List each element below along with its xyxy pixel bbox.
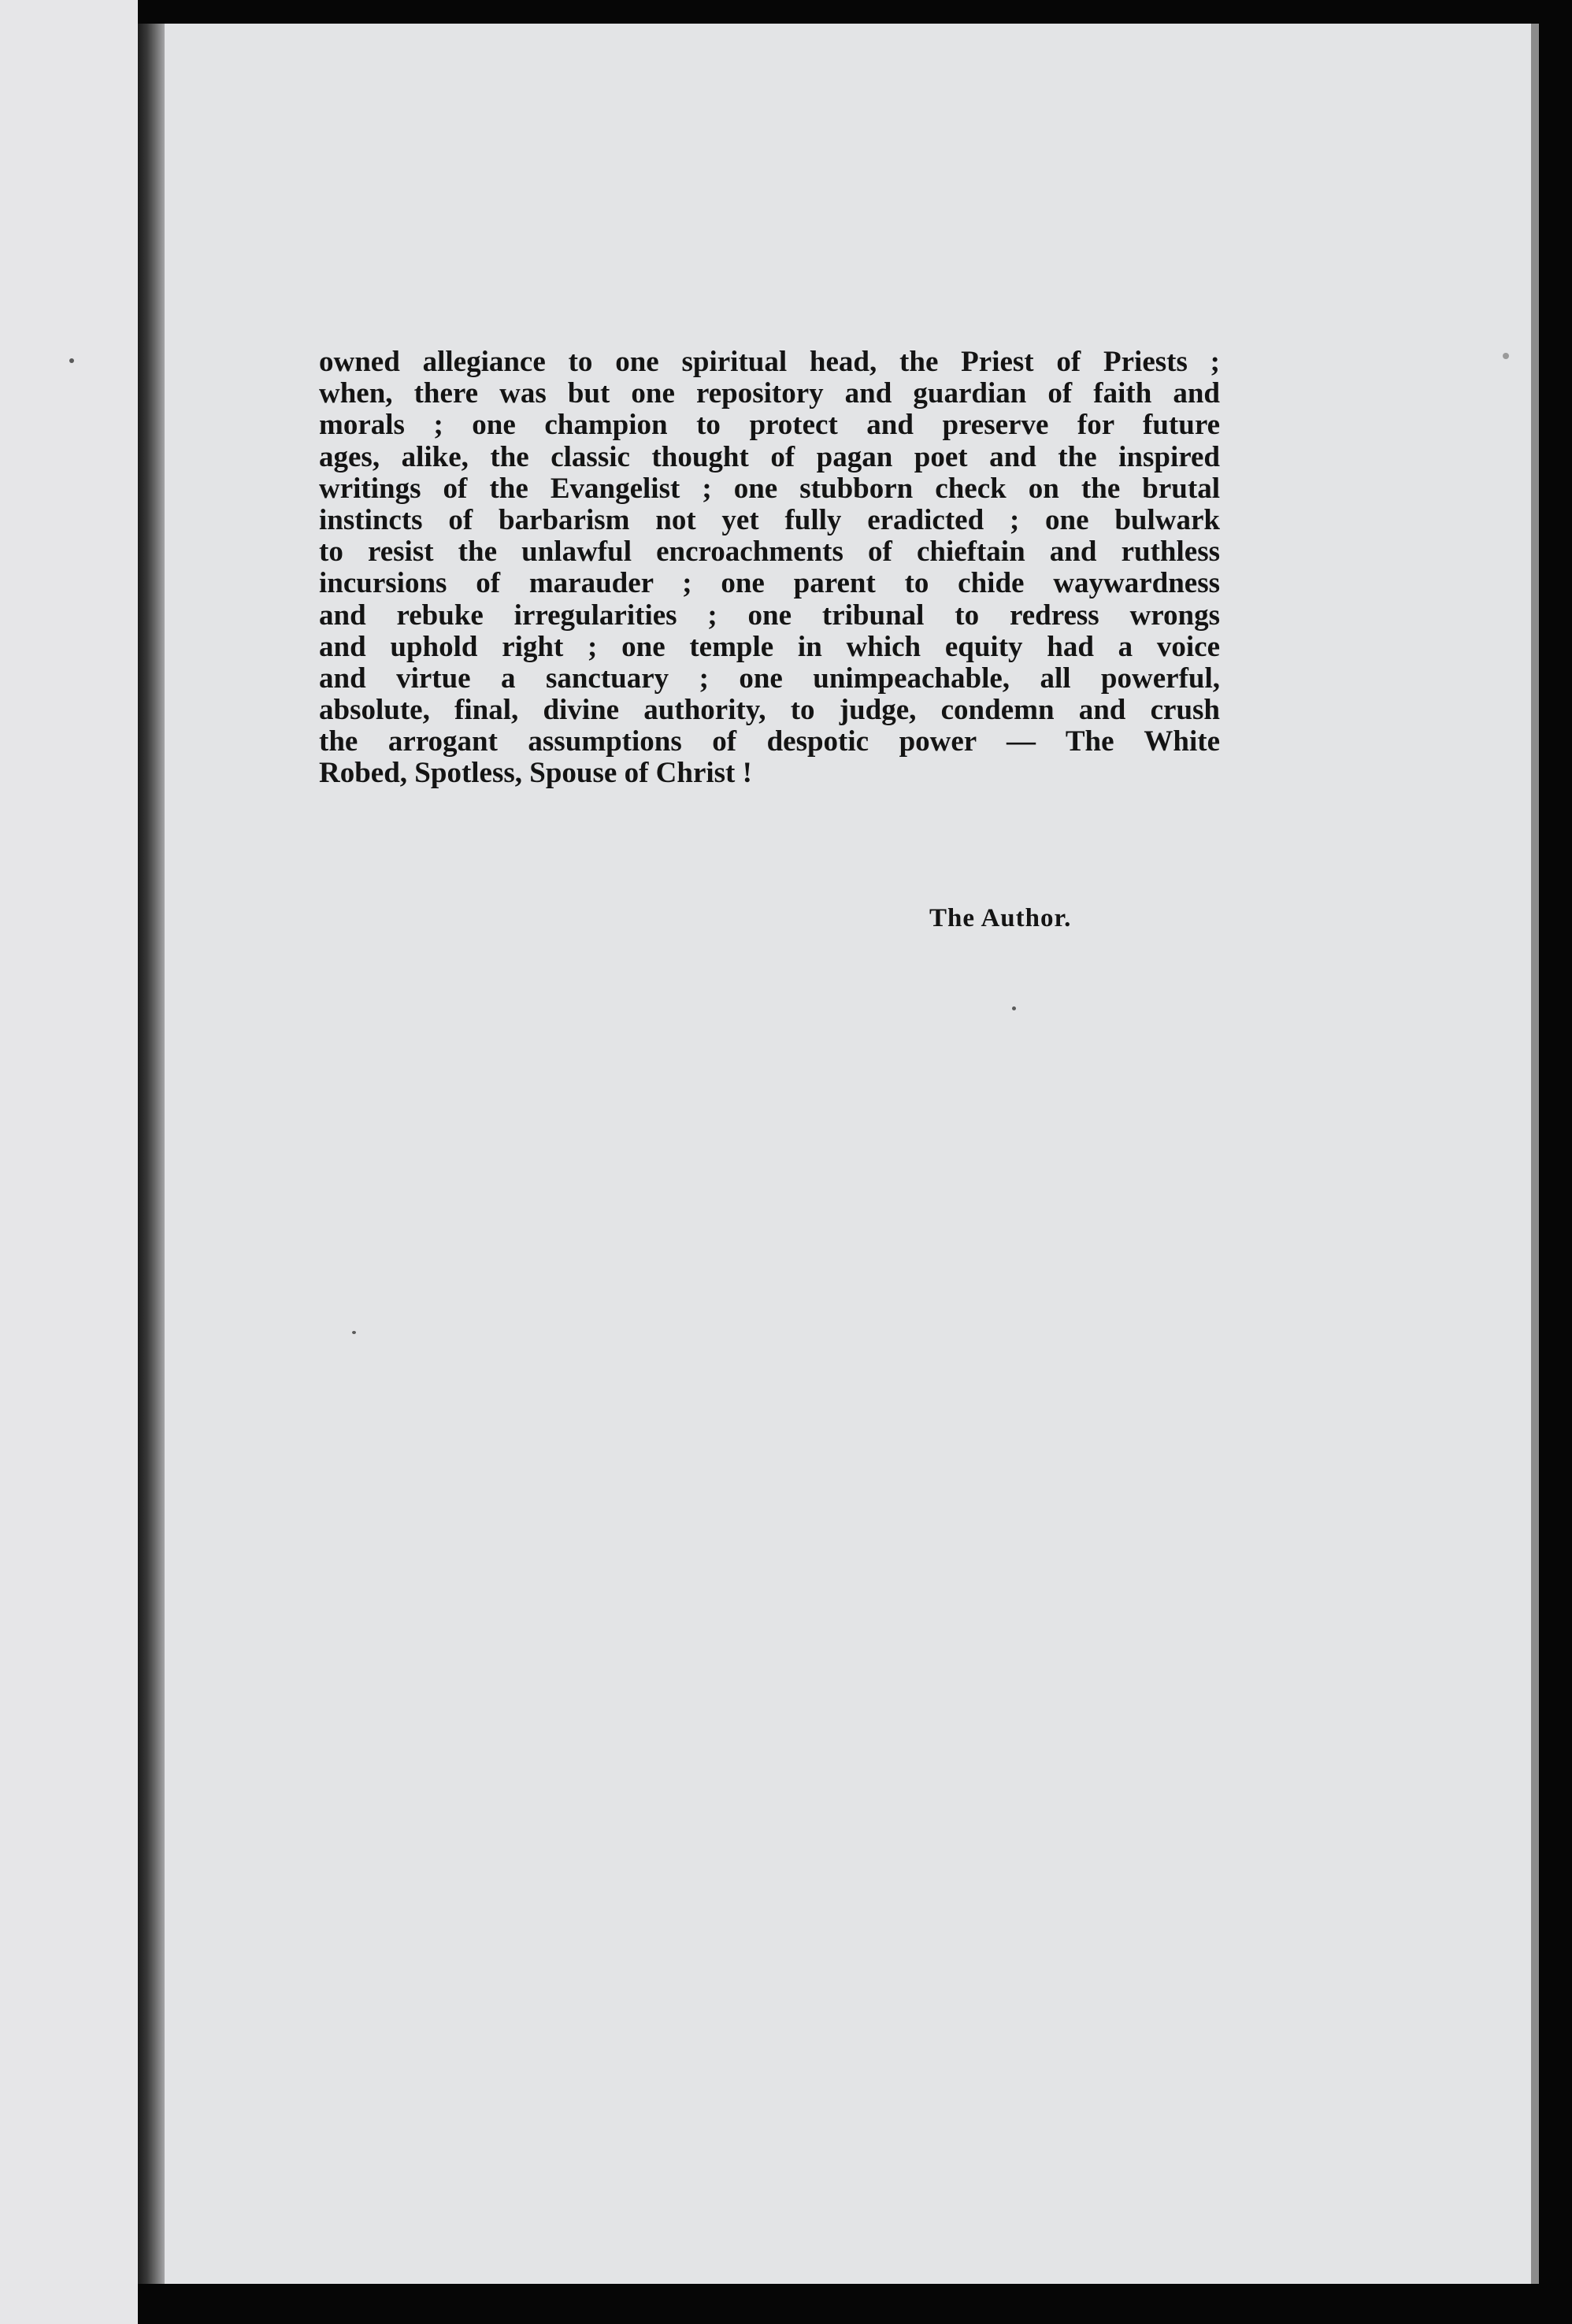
speck — [352, 1331, 356, 1334]
body-text — [319, 347, 1220, 790]
text-line: writings of the Evangelist ; one stubborn check on the brutal — [319, 472, 1220, 505]
book-gutter — [138, 24, 165, 2284]
speck — [69, 358, 74, 363]
text-line: absolute, final, divine authority, to judge, condemn and crush — [319, 694, 1220, 727]
text-line: and uphold right ; one temple in which equity had a voice — [319, 630, 1220, 663]
text-line: owned allegiance to one spiritual head, the Priest of Priests ; — [319, 346, 1220, 378]
text-line: ages, alike, the classic thought of pagan poet and the inspired — [319, 440, 1220, 473]
text-line: instincts of barbarism not yet fully eradicted ; one bulwark — [319, 503, 1220, 536]
text-line: the arrogant assumptions of despotic power — The White — [319, 725, 1220, 758]
text-line: and rebuke irregularities ; one tribunal to redress wrongs — [319, 599, 1220, 632]
left-page-edge — [0, 0, 138, 2324]
text-line: Robed, Spotless, Spouse of Christ ! — [319, 757, 752, 790]
text-line: morals ; one champion to protect and preserve for future — [319, 409, 1220, 442]
page-right-edge — [1531, 24, 1539, 2284]
text-line: when, there was but one repository and guardian of faith and — [319, 377, 1220, 410]
text-line: and virtue a sanctuary ; one unimpeachable, all powerful, — [319, 662, 1220, 695]
author-signature: The Author. — [929, 904, 1072, 932]
speck — [1012, 1006, 1016, 1010]
text-line: to resist the unlawful encroachments of chieftain and ruthless — [319, 536, 1220, 569]
speck — [1503, 353, 1509, 359]
text-line: incursions of marauder ; one parent to chide waywardness — [319, 567, 1220, 600]
